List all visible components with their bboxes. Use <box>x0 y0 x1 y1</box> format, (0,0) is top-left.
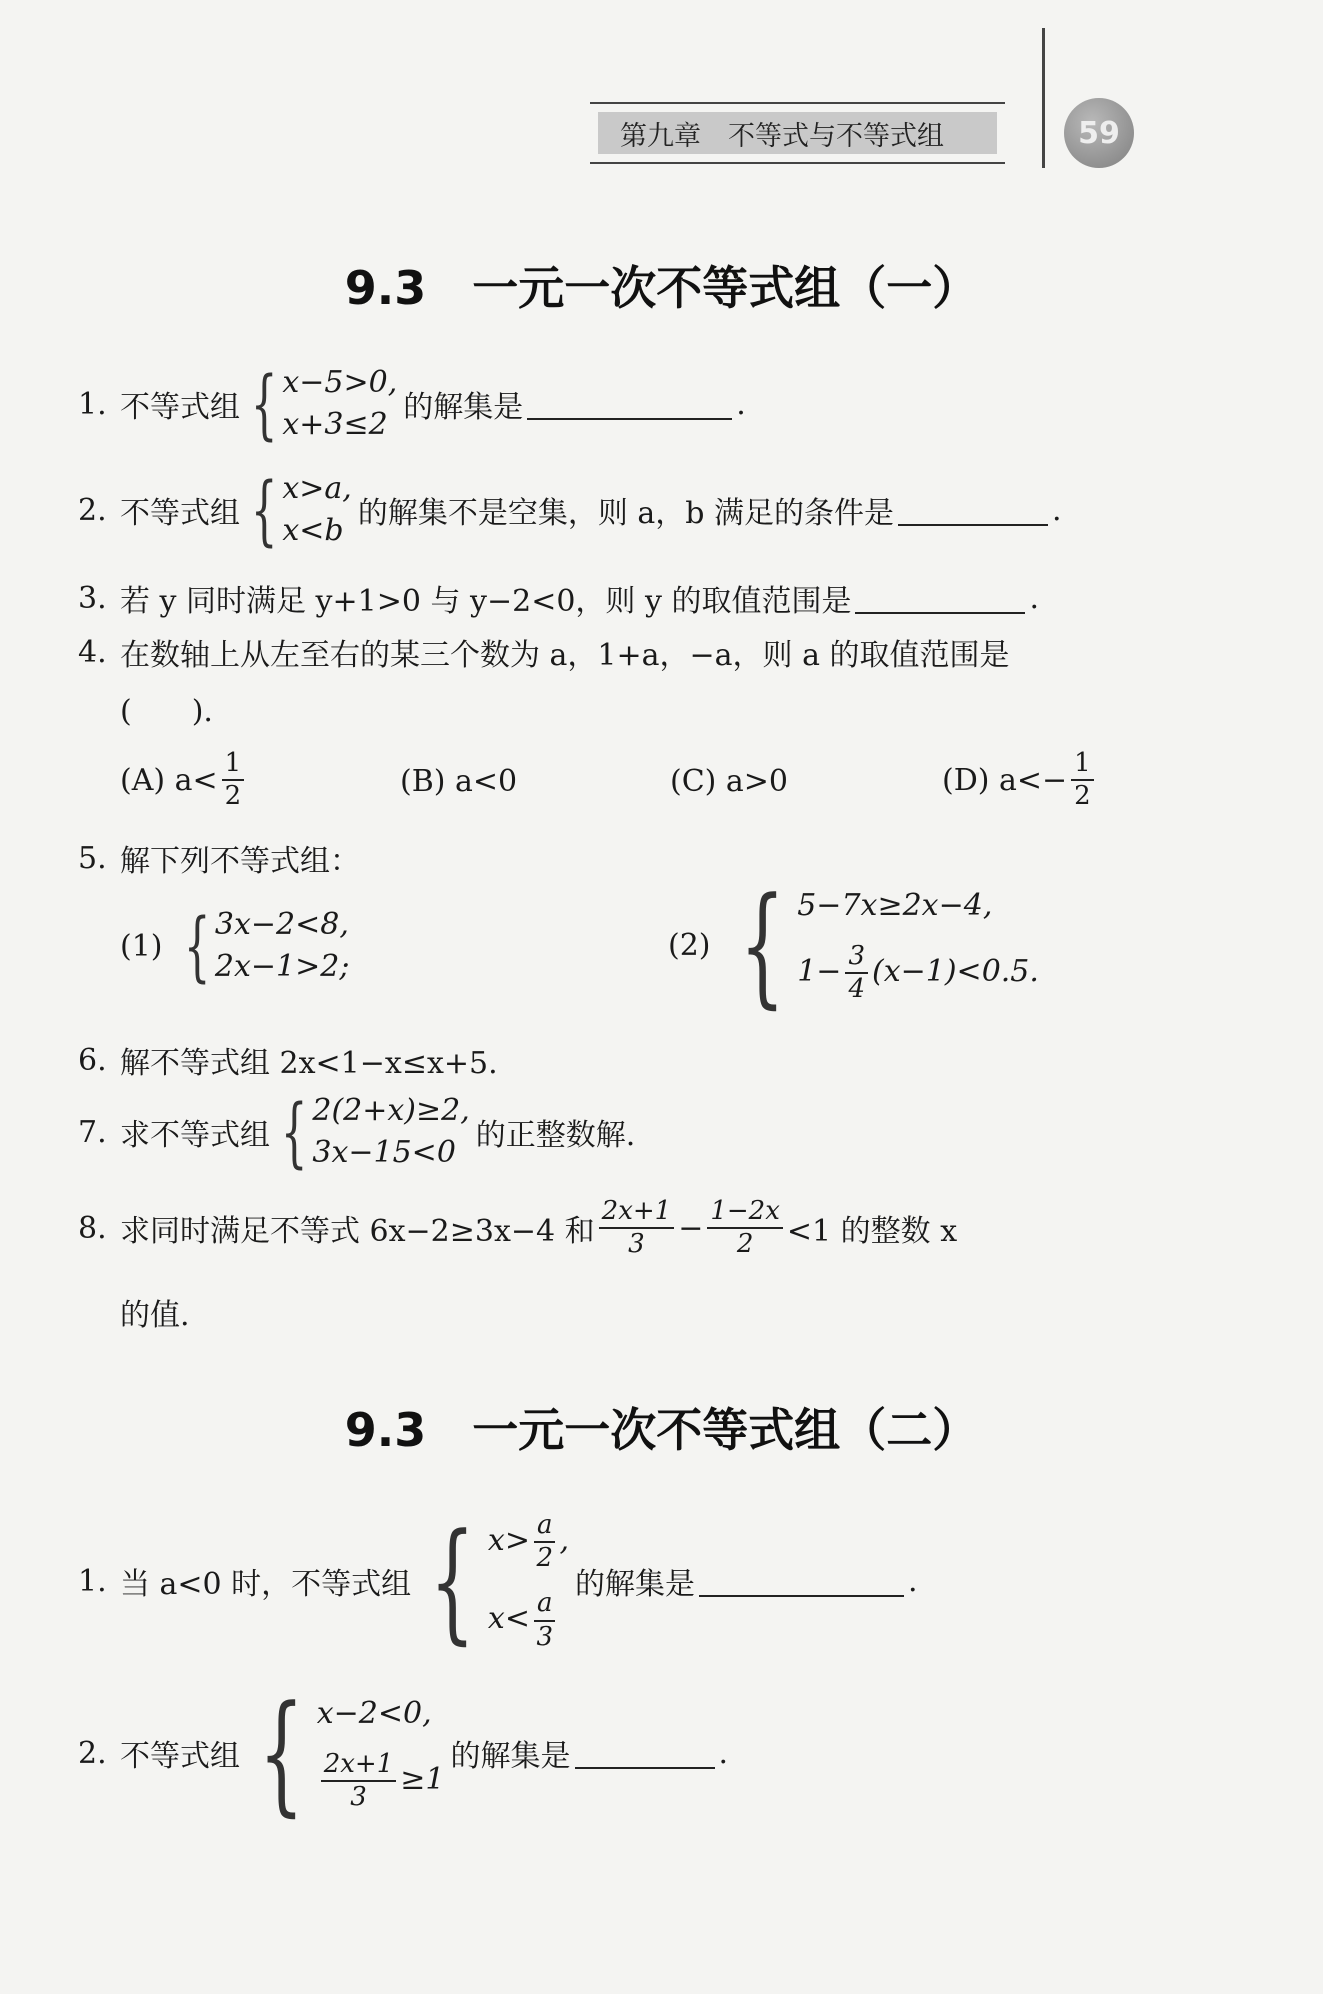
operator: − <box>678 1210 704 1246</box>
question-8 <box>78 1196 957 1260</box>
question-text: 求同时满足不等式 6x−2≥3x−4 和 <box>120 1214 595 1250</box>
choice-paren: ( ). <box>120 694 213 729</box>
page-number-badge: 59 <box>1064 98 1134 168</box>
question-text: 解下列不等式组： <box>120 844 360 879</box>
answer-blank[interactable] <box>575 1737 715 1769</box>
brace-icon: { <box>258 1677 305 1829</box>
question-text: 不等式组 <box>120 390 240 425</box>
question-text: 的解集是 <box>403 390 524 425</box>
question-number: 2. <box>78 492 107 528</box>
inequality-system <box>276 1087 470 1176</box>
choice-d[interactable] <box>942 748 1098 812</box>
brace-icon: { <box>429 1505 476 1658</box>
section-title-1: 9.3 一元一次不等式组（一） <box>344 261 979 315</box>
system-row: x>a, <box>282 471 352 506</box>
system-row: 5−7x≥2x−4, <box>797 887 993 923</box>
fraction: $\frac{2x+1}{3}$ <box>599 1196 675 1260</box>
question-text: <1 的整数 x <box>786 1214 958 1250</box>
brace-icon: { <box>739 869 785 1021</box>
system-row: 1− $\frac{3}{4}$ (x−1)<0.5. <box>797 940 1039 1004</box>
answer-blank[interactable] <box>855 582 1025 614</box>
answer-blank[interactable] <box>527 388 732 420</box>
part-label: (2) <box>668 927 711 963</box>
system-row: $\frac{2x+1}{3}$ ≥1 <box>317 1749 445 1813</box>
punctuation: . <box>736 386 746 422</box>
inequality-system <box>179 901 350 990</box>
question-text: 若 y 同时满足 y+1>0 与 y−2<0，则 y 的取值范围是 <box>120 584 852 619</box>
system-row: 3x−15<0 <box>312 1135 456 1170</box>
question-text: 不等式组 <box>120 1739 240 1774</box>
answer-blank[interactable] <box>699 1565 904 1597</box>
fraction: $\frac{1}{2}$ <box>222 748 245 812</box>
fraction: $\frac{a}{3}$ <box>534 1588 556 1652</box>
system-row: 2(2+x)≥2, <box>312 1093 470 1128</box>
punctuation: . <box>718 1735 729 1771</box>
inequality-system <box>727 869 1039 1021</box>
fraction: $\frac{1}{2}$ <box>1071 748 1094 812</box>
fraction: $\frac{2x+1}{3}$ <box>321 1749 397 1813</box>
question-text: 求不等式组 <box>120 1118 270 1153</box>
question-text: 的解集是 <box>575 1567 696 1603</box>
question-number: 2. <box>78 1735 107 1771</box>
system-row: x<b <box>282 513 344 548</box>
part-label: (1) <box>120 928 163 964</box>
choice-a[interactable] <box>120 748 248 812</box>
system-row: 3x−2<8, <box>214 907 349 942</box>
question-4 <box>78 630 1010 674</box>
question-3 <box>78 576 1039 620</box>
question-text: 解不等式组 2x<1−x≤x+5. <box>120 1046 498 1081</box>
question-text: 的正整数解. <box>475 1118 636 1153</box>
question-5-part-2 <box>668 869 1045 1021</box>
question-text: 在数轴上从左至右的某三个数为 a，1+a，−a，则 a 的取值范围是 <box>120 638 1010 673</box>
question-number: 8. <box>78 1210 107 1246</box>
header-divider <box>1042 28 1045 168</box>
question-number: 4. <box>78 634 107 670</box>
brace-icon: { <box>250 359 278 448</box>
brace-icon: { <box>183 901 210 990</box>
brace-icon: { <box>280 1087 308 1176</box>
fraction: $\frac{3}{4}$ <box>845 941 868 1005</box>
question-number: 3. <box>78 580 107 616</box>
section2-question-2 <box>78 1677 729 1829</box>
punctuation: . <box>908 1563 918 1599</box>
question-5 <box>78 836 360 880</box>
question-1 <box>78 359 746 448</box>
inequality-system <box>417 1505 570 1658</box>
system-row: x+3≤2 <box>282 407 388 442</box>
question-number: 7. <box>78 1114 107 1150</box>
question-text: 的解集是 <box>450 1739 571 1774</box>
question-2 <box>78 465 1062 554</box>
system-row: x< $\frac{a}{3}$ <box>488 1588 569 1652</box>
inequality-system <box>246 1677 445 1829</box>
inequality-system <box>246 359 398 448</box>
punctuation: . <box>1052 492 1062 528</box>
question-8-continued: 的值. <box>120 1298 190 1333</box>
system-row: x> $\frac{a}{2}$ , <box>487 1510 570 1574</box>
choice-c[interactable]: (C) a>0 <box>670 764 789 799</box>
inequality-system <box>246 465 352 554</box>
chapter-title: 第九章 不等式与不等式组 <box>598 112 997 154</box>
fraction: $\frac{1-2x}{2}$ <box>707 1196 783 1260</box>
question-text: 当 a<0 时，不等式组 <box>120 1567 412 1603</box>
question-number: 5. <box>78 840 107 876</box>
answer-blank[interactable] <box>898 494 1048 526</box>
question-number: 6. <box>78 1042 107 1078</box>
question-text: 不等式组 <box>120 496 240 531</box>
punctuation: . <box>1029 580 1039 616</box>
choice-label: (A) a< <box>120 762 218 798</box>
choice-label: (D) a<− <box>942 762 1068 798</box>
question-text: 的解集不是空集，则 a，b 满足的条件是 <box>357 496 895 531</box>
system-row: 2x−1>2; <box>214 949 350 984</box>
section2-question-1 <box>78 1505 918 1658</box>
fraction: $\frac{a}{2}$ <box>534 1510 556 1574</box>
question-number: 1. <box>78 1563 107 1599</box>
chapter-header <box>590 102 1005 164</box>
question-5-part-1 <box>120 901 355 990</box>
choice-b[interactable]: (B) a<0 <box>400 764 518 799</box>
question-6 <box>78 1038 498 1082</box>
section-title-2: 9.3 一元一次不等式组（二） <box>344 1403 979 1457</box>
brace-icon: { <box>250 465 278 554</box>
system-row: x−5>0, <box>282 365 398 400</box>
system-row: x−2<0, <box>316 1695 432 1731</box>
question-number: 1. <box>78 386 107 422</box>
question-7 <box>78 1087 636 1176</box>
